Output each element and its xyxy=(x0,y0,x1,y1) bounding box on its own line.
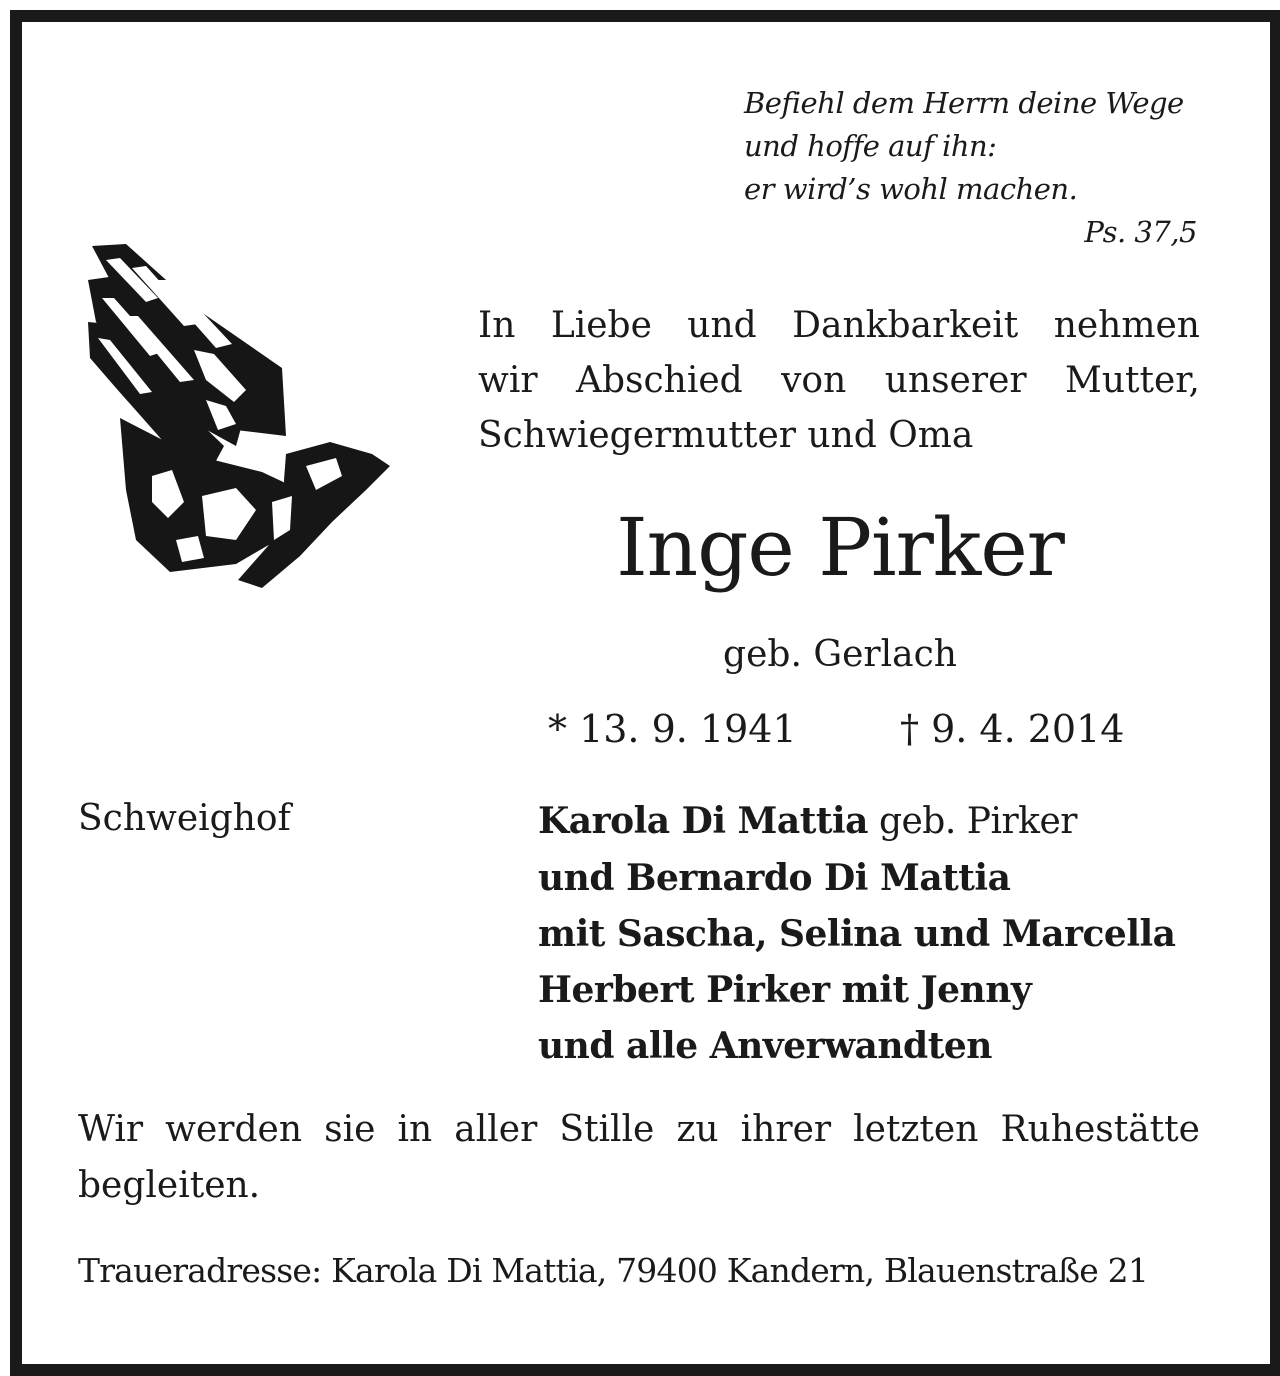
closing-word: aller xyxy=(454,1109,538,1150)
intro-word: unserer xyxy=(884,360,1027,401)
intro-word: Abschied xyxy=(575,360,743,401)
family-line: und Bernardo Di Mattia xyxy=(538,857,1011,899)
closing-word: Stille xyxy=(559,1109,655,1150)
intro-word: und xyxy=(687,305,757,346)
closing-word: Wir xyxy=(78,1109,144,1150)
intro-line xyxy=(478,353,1200,408)
intro-line: Schwiegermutter und Oma xyxy=(478,415,974,456)
intro-word: Dankbarkeit xyxy=(792,305,1019,346)
family-line: Herbert Pirker mit Jenny xyxy=(538,969,1032,1011)
mourning-address: Traueradresse: Karola Di Mattia, 79400 Kandern, Blauenstraße 21 xyxy=(78,1251,1149,1290)
birth-date: * 13. 9. 1941 xyxy=(548,707,797,751)
intro-word: Liebe xyxy=(550,305,652,346)
verse-line: er wird’s wohl machen. xyxy=(744,172,1078,206)
death-date: † 9. 4. 2014 xyxy=(900,707,1125,751)
place-name: Schweighof xyxy=(78,798,291,839)
closing-line xyxy=(78,1102,1200,1158)
bible-verse xyxy=(744,82,1200,254)
verse-line: Befiehl dem Herrn deine Wege xyxy=(744,86,1184,120)
closing-word: Ruhestätte xyxy=(1000,1109,1200,1150)
closing-word: ihrer xyxy=(740,1109,832,1150)
closing-line: begleiten. xyxy=(78,1165,261,1206)
verse-reference: Ps. 37,5 xyxy=(1084,215,1197,249)
closing-word: letzten xyxy=(853,1109,979,1150)
family-birth-name: geb. Pirker xyxy=(868,801,1077,842)
closing-word: werden xyxy=(165,1109,303,1150)
family-name: Karola Di Mattia xyxy=(538,800,868,842)
intro-word: nehmen xyxy=(1053,305,1200,346)
closing-word: in xyxy=(397,1109,433,1150)
birth-name: geb. Gerlach xyxy=(723,634,957,675)
family-line: mit Sascha, Selina und Marcella xyxy=(538,913,1176,955)
intro-word: wir xyxy=(478,360,538,401)
intro-word: von xyxy=(781,360,847,401)
family-line: und alle Anverwandten xyxy=(538,1025,992,1067)
praying-hands-icon xyxy=(86,240,392,590)
intro-line xyxy=(478,298,1200,353)
intro-text xyxy=(478,298,1200,463)
family-line xyxy=(538,793,1198,850)
closing-word: zu xyxy=(676,1109,719,1150)
closing-text xyxy=(78,1102,1200,1214)
closing-word: sie xyxy=(324,1109,376,1150)
intro-word: In xyxy=(478,305,516,346)
intro-word: Mutter, xyxy=(1064,360,1200,401)
verse-line: und hoffe auf ihn: xyxy=(744,129,997,163)
deceased-name: Inge Pirker xyxy=(616,501,1064,594)
family-signatures xyxy=(538,793,1198,1074)
